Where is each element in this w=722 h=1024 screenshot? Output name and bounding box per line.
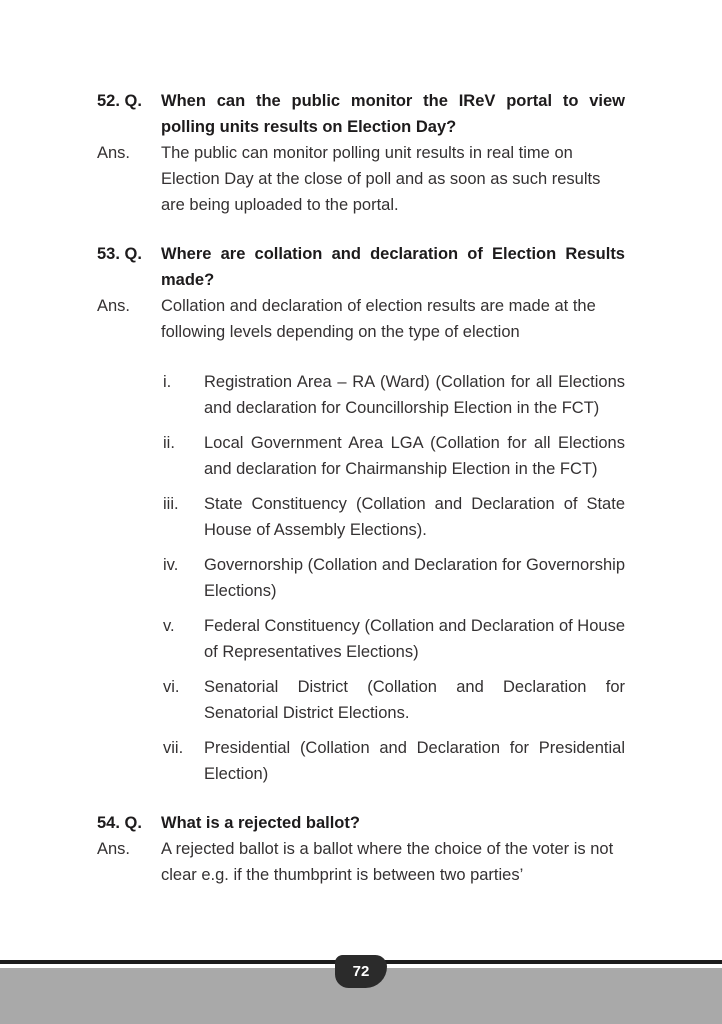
answer-text: A rejected ballot is a ballot where the choice of the voter is not clear e.g. if the thumbprint is between two parties’: [161, 840, 614, 884]
qa-block: [97, 241, 625, 787]
list-text: Presidential (Collation and Declaration for Presidential Election): [204, 739, 625, 783]
list-marker: iii.: [163, 495, 179, 513]
answer-label: Ans.: [97, 144, 131, 162]
list-item: [163, 735, 625, 787]
page-number: 72: [352, 963, 370, 980]
question-text: When can the public monitor the IReV portal to view polling units results on Election Day?: [161, 92, 625, 136]
list-item: [163, 674, 625, 726]
qa-block: [97, 88, 625, 218]
answer-row: [97, 836, 625, 888]
answer-row: [97, 140, 625, 218]
list-marker: v.: [163, 617, 175, 635]
list-item: [163, 613, 625, 665]
question-row: [97, 88, 625, 140]
question-number: 54. Q.: [97, 814, 142, 832]
list-marker: i.: [163, 373, 172, 391]
qa-block: [97, 810, 625, 888]
list-marker: ii.: [163, 434, 175, 452]
list-item: [163, 491, 625, 543]
list-item: [163, 369, 625, 421]
answer-label: Ans.: [97, 297, 131, 315]
question-number: 53. Q.: [97, 245, 142, 263]
list-marker: iv.: [163, 556, 179, 574]
list-text: Federal Constituency (Collation and Declaration of House of Representatives Elections): [204, 617, 625, 661]
list-text: Governorship (Collation and Declaration for Governorship Elections): [204, 556, 625, 600]
answer-text: The public can monitor polling unit results in real time on Election Day at the close of poll and as soon as such results are being uploaded to the portal.: [161, 144, 601, 214]
answer-label: Ans.: [97, 840, 131, 858]
faq-content: [97, 88, 625, 888]
page-number-badge: [335, 955, 387, 988]
answer-row: [97, 293, 625, 345]
question-text: What is a rejected ballot?: [161, 814, 360, 832]
list-marker: vi.: [163, 678, 180, 696]
list-text: State Constituency (Collation and Declaration of State House of Assembly Elections).: [204, 495, 625, 539]
question-row: [97, 241, 625, 293]
list-text: Local Government Area LGA (Collation for all Elections and declaration for Chairmanship Election in the FCT): [204, 434, 625, 478]
sub-list: [97, 369, 625, 787]
list-marker: vii.: [163, 739, 184, 757]
question-number: 52. Q.: [97, 92, 142, 110]
question-row: [97, 810, 625, 836]
question-text: Where are collation and declaration of Election Results made?: [161, 245, 625, 289]
answer-text: Collation and declaration of election results are made at the following levels depending on the type of election: [161, 297, 596, 341]
list-item: [163, 552, 625, 604]
list-text: Senatorial District (Collation and Declaration for Senatorial District Elections.: [204, 678, 625, 722]
list-item: [163, 430, 625, 482]
list-text: Registration Area – RA (Ward) (Collation for all Elections and declaration for Councillorship Election in the FCT): [204, 373, 625, 417]
